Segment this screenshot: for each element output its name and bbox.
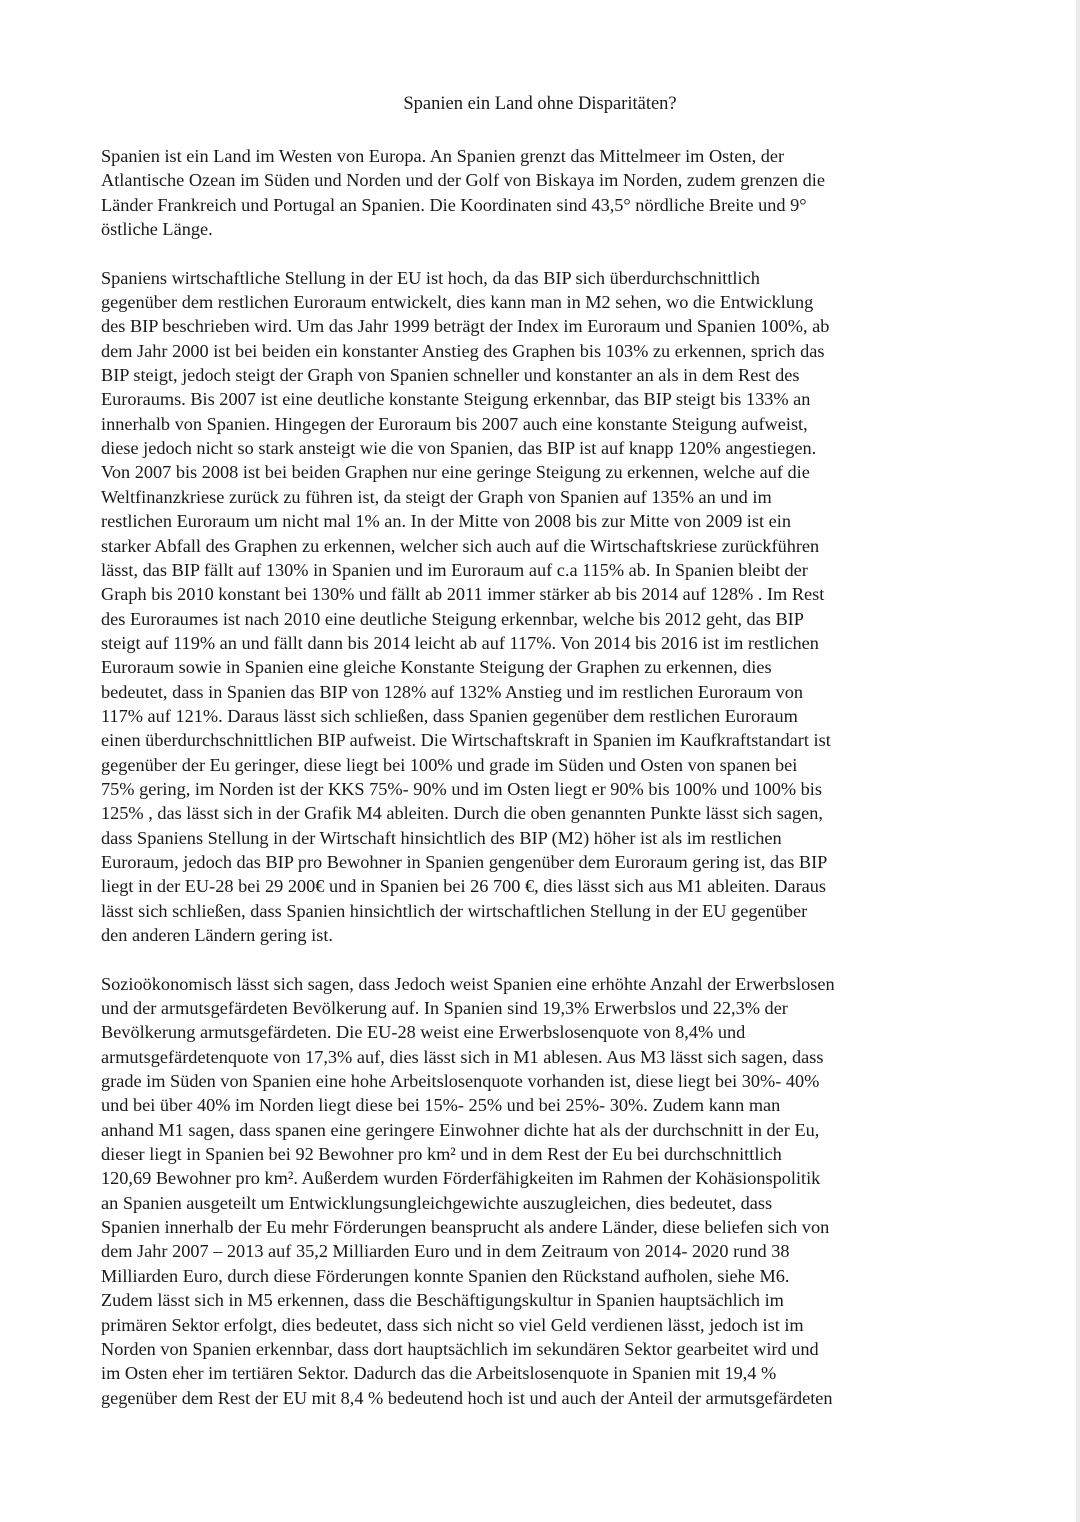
text-line: Euroraum, jedoch das BIP pro Bewohner in Spanien gengenüber dem Euroraum gering ist, das BIP xyxy=(101,851,828,872)
text-line: Bevölkerung armutsgefärdeten. Die EU-28 weist eine Erwerbslosenquote von 8,4% und xyxy=(101,1022,746,1043)
text-line: gegenüber dem restlichen Euroraum entwickelt, dies kann man in M2 sehen, wo die Entwicklung xyxy=(101,292,814,313)
text-line: BIP steigt, jedoch steigt der Graph von Spanien schneller und konstanter an als in dem Rest des xyxy=(101,365,800,386)
text-line: gegenüber der Eu geringer, diese liegt bei 100% und grade im Süden und Osten von spanen bei xyxy=(101,754,798,775)
text-line: dass Spaniens Stellung in der Wirtschaft hinsichtlich des BIP (M2) höher ist als im restlichen xyxy=(101,827,782,848)
text-line: Länder Frankreich und Portugal an Spanien. Die Koordinaten sind 43,5° nördliche Breite und 9° xyxy=(101,194,807,215)
text-line: Euroraum sowie in Spanien eine gleiche Konstante Steigung der Graphen zu erkennen, dies xyxy=(101,657,772,678)
text-line: im Osten eher im tertiären Sektor. Dadurch das die Arbeitslosenquote in Spanien mit 19,4 % xyxy=(101,1363,777,1384)
document-title: Spanien ein Land ohne Disparitäten? xyxy=(403,94,677,114)
text-line: armutsgefärdetenquote von 17,3% auf, dies lässt sich in M1 ablesen. Aus M3 lässt sich sagen, dass xyxy=(101,1046,824,1067)
text-line: Norden von Spanien erkennbar, dass dort hauptsächlich im sekundären Sektor gearbeitet wird und xyxy=(101,1338,819,1359)
page-edge-shadow xyxy=(1076,0,1080,1522)
text-line: liegt in der EU-28 bei 29 200€ und in Spanien bei 26 700 €, dies lässt sich aus M1 ableiten. Daraus xyxy=(101,876,827,897)
text-line: dem Jahr 2000 ist bei beiden ein konstanter Anstieg des Graphen bis 103% zu erkennen, sprich das xyxy=(101,340,825,361)
paragraph-geography xyxy=(101,144,979,241)
text-line: restlichen Euroraum um nicht mal 1% an. In der Mitte von 2008 bis zur Mitte von 2009 ist ein xyxy=(101,511,791,532)
text-line: dieser liegt in Spanien bei 92 Bewohner pro km² und in dem Rest der Eu bei durchschnittlich xyxy=(101,1144,782,1165)
text-line: Zudem lässt sich in M5 erkennen, dass die Beschäftigungskultur in Spanien hauptsächlich im xyxy=(101,1290,784,1311)
text-line: Atlantische Ozean im Süden und Norden und der Golf von Biskaya im Norden, zudem grenzen die xyxy=(101,170,825,191)
text-line: Euroraums. Bis 2007 ist eine deutliche konstante Steigung erkennbar, das BIP steigt bis 133% an xyxy=(101,389,811,410)
text-line: 125% , das lässt sich in der Grafik M4 ableiten. Durch die oben genannten Punkte lässt sich sagen, xyxy=(101,803,823,824)
text-line: 120,69 Bewohner pro km². Außerdem wurden Förderfähigkeiten im Rahmen der Kohäsionspolitik xyxy=(101,1168,821,1189)
text-line: 75% gering, im Norden ist der KKS 75%- 90% und im Osten liegt er 90% bis 100% und 100% bis xyxy=(101,778,823,799)
text-line: Milliarden Euro, durch diese Förderungen konnte Spanien den Rückstand aufholen, siehe M6. xyxy=(101,1265,790,1286)
text-line: und bei über 40% im Norden liegt diese bei 15%- 25% und bei 25%- 30%. Zudem kann man xyxy=(101,1095,781,1116)
text-line: des BIP beschrieben wird. Um das Jahr 1999 beträgt der Index im Euroraum und Spanien 100%, ab xyxy=(101,316,830,337)
text-line: und der armutsgefärdeten Bevölkerung auf. In Spanien sind 19,3% Erwerbslos und 22,3% der xyxy=(101,998,788,1019)
text-line: einen überdurchschnittlichen BIP aufweist. Die Wirtschaftskraft in Spanien im Kaufkraftstandart ist xyxy=(101,730,831,751)
document-body xyxy=(101,144,979,1434)
text-line: lässt sich schließen, dass Spanien hinsichtlich der wirtschaftlichen Stellung in der EU gegenüber xyxy=(101,900,808,921)
text-line: Von 2007 bis 2008 ist bei beiden Graphen nur eine geringe Steigung zu erkennen, welche auf die xyxy=(101,462,810,483)
text-line: steigt auf 119% an und fällt dann bis 2014 leicht ab auf 117%. Von 2014 bis 2016 ist im restlichen xyxy=(101,632,819,653)
text-line: Weltfinanzkriese zurück zu führen ist, da steigt der Graph von Spanien auf 135% an und im xyxy=(101,486,772,507)
text-line: primären Sektor erfolgt, dies bedeutet, dass sich nicht so viel Geld verdienen lässt, jedoch ist im xyxy=(101,1314,804,1335)
text-line: den anderen Ländern gering ist. xyxy=(101,925,333,945)
text-line: bedeutet, dass in Spanien das BIP von 128% auf 132% Anstieg und im restlichen Euroraum von xyxy=(101,681,804,702)
text-line: 117% auf 121%. Daraus lässt sich schließen, dass Spanien gegenüber dem restlichen Euroraum xyxy=(101,705,798,726)
text-line: an Spanien ausgeteilt um Entwicklungsungleichgewichte auszugleichen, dies bedeutet, dass xyxy=(101,1192,773,1213)
paragraph-economy xyxy=(101,266,979,948)
text-line: diese jedoch nicht so stark ansteigt wie die von Spanien, das BIP ist auf knapp 120% angestiegen. xyxy=(101,438,817,459)
text-line: gegenüber dem Rest der EU mit 8,4 % bedeutend hoch ist und auch der Anteil der armutsgefärdeten xyxy=(101,1387,833,1408)
text-line: Sozioökonomisch lässt sich sagen, dass Jedoch weist Spanien eine erhöhte Anzahl der Erwerbslosen xyxy=(101,973,835,994)
text-line: grade im Süden von Spanien eine hohe Arbeitslosenquote vorhanden ist, diese liegt bei 30%- 40% xyxy=(101,1071,820,1092)
text-line: innerhalb von Spanien. Hingegen der Euroraum bis 2007 auch eine konstante Steigung aufweist, xyxy=(101,413,808,434)
text-line: dem Jahr 2007 – 2013 auf 35,2 Milliarden Euro und in dem Zeitraum von 2014- 2020 rund 38 xyxy=(101,1241,790,1262)
text-line: Spaniens wirtschaftliche Stellung in der EU ist hoch, da das BIP sich überdurchschnittlich xyxy=(101,267,760,288)
paragraph-socioeconomic xyxy=(101,972,979,1410)
text-line: anhand M1 sagen, dass spanen eine geringere Einwohner dichte hat als der durchschnitt in der Eu, xyxy=(101,1119,820,1140)
text-line: Graph bis 2010 konstant bei 130% und fällt ab 2011 immer stärker ab bis 2014 auf 128% . Im Rest xyxy=(101,584,825,605)
text-line: östliche Länge. xyxy=(101,219,213,240)
text-line: Spanien innerhalb der Eu mehr Förderungen beansprucht als andere Länder, diese beliefen sich von xyxy=(101,1217,830,1238)
text-line: des Euroraumes ist nach 2010 eine deutliche Steigung erkennbar, welche bis 2012 geht, das BIP xyxy=(101,608,804,629)
text-line: Spanien ist ein Land im Westen von Europa. An Spanien grenzt das Mittelmeer im Osten, der xyxy=(101,146,785,166)
text-line: lässt, das BIP fällt auf 130% in Spanien und im Euroraum auf c.a 115% ab. In Spanien bleibt der xyxy=(101,559,808,580)
text-line: starker Abfall des Graphen zu erkennen, welcher sich auch auf die Wirtschaftskriese zurückführen xyxy=(101,535,820,556)
